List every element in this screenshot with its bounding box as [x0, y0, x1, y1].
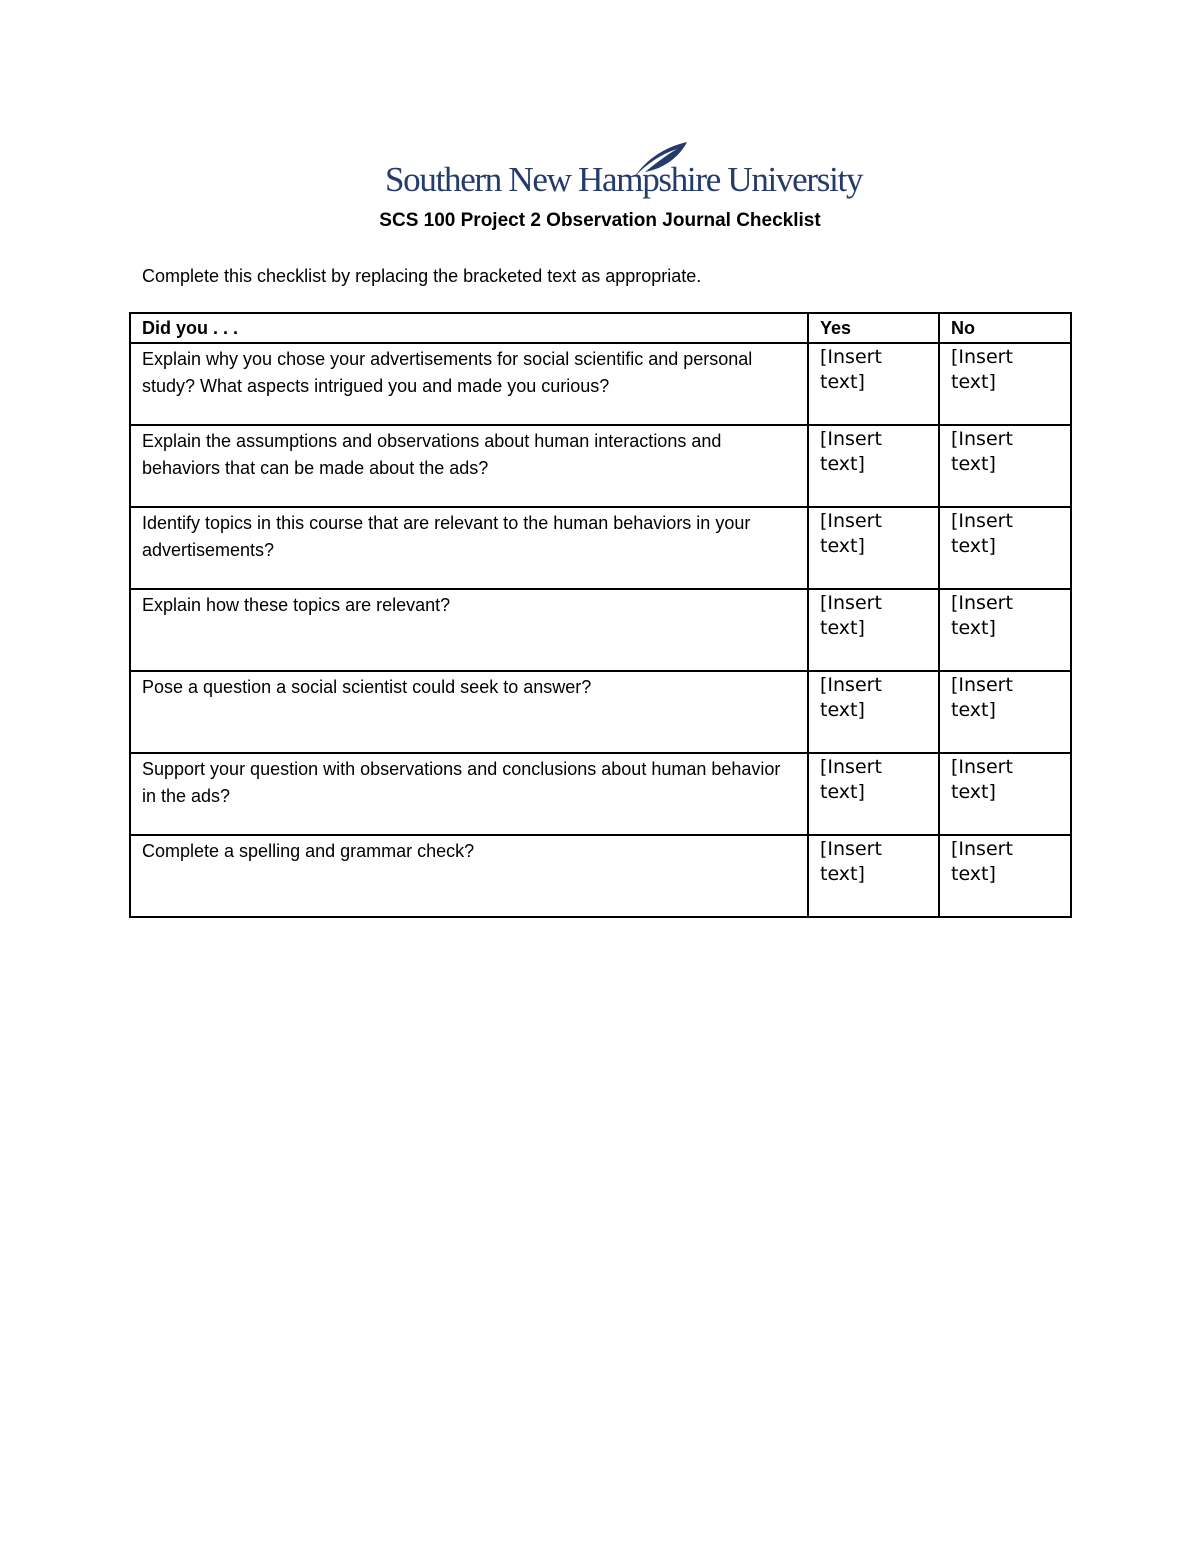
- table-row: [130, 589, 1071, 671]
- no-answer-cell[interactable]: [Insert text]: [939, 425, 1071, 507]
- yes-answer-cell[interactable]: [Insert text]: [808, 589, 939, 671]
- university-logo: [385, 140, 863, 210]
- table-row: [130, 425, 1071, 507]
- instructions-text: Complete this checklist by replacing the bracketed text as appropriate.: [142, 266, 702, 286]
- question-cell: Pose a question a social scientist could seek to answer?: [130, 671, 808, 753]
- table-row: [130, 343, 1071, 425]
- yes-answer-cell[interactable]: [Insert text]: [808, 835, 939, 917]
- question-cell: Complete a spelling and grammar check?: [130, 835, 808, 917]
- yes-answer-cell[interactable]: [Insert text]: [808, 671, 939, 753]
- column-header-question: Did you . . .: [130, 313, 808, 343]
- question-cell: Explain how these topics are relevant?: [130, 589, 808, 671]
- question-cell: Identify topics in this course that are relevant to the human behaviors in your advertisements?: [130, 507, 808, 589]
- table-row: [130, 507, 1071, 589]
- table-row: [130, 753, 1071, 835]
- column-header-yes: Yes: [808, 313, 939, 343]
- question-cell: Explain the assumptions and observations about human interactions and behaviors that can be made about the ads?: [130, 425, 808, 507]
- table-row: [130, 835, 1071, 917]
- question-cell: Support your question with observations and conclusions about human behavior in the ads?: [130, 753, 808, 835]
- document-title: SCS 100 Project 2 Observation Journal Checklist: [379, 210, 821, 231]
- yes-answer-cell[interactable]: [Insert text]: [808, 425, 939, 507]
- table-row: [130, 671, 1071, 753]
- no-answer-cell[interactable]: [Insert text]: [939, 343, 1071, 425]
- column-header-no: No: [939, 313, 1071, 343]
- no-answer-cell[interactable]: [Insert text]: [939, 589, 1071, 671]
- yes-answer-cell[interactable]: [Insert text]: [808, 343, 939, 425]
- yes-answer-cell[interactable]: [Insert text]: [808, 507, 939, 589]
- checklist-table: [129, 312, 1072, 918]
- logo-wordmark: Southern New Hampshire University: [385, 160, 863, 199]
- question-cell: Explain why you chose your advertisements for social scientific and personal study? What aspects intrigued you and made you curious?: [130, 343, 808, 425]
- no-answer-cell[interactable]: [Insert text]: [939, 507, 1071, 589]
- no-answer-cell[interactable]: [Insert text]: [939, 671, 1071, 753]
- yes-answer-cell[interactable]: [Insert text]: [808, 753, 939, 835]
- table-header-row: [130, 313, 1071, 343]
- no-answer-cell[interactable]: [Insert text]: [939, 835, 1071, 917]
- no-answer-cell[interactable]: [Insert text]: [939, 753, 1071, 835]
